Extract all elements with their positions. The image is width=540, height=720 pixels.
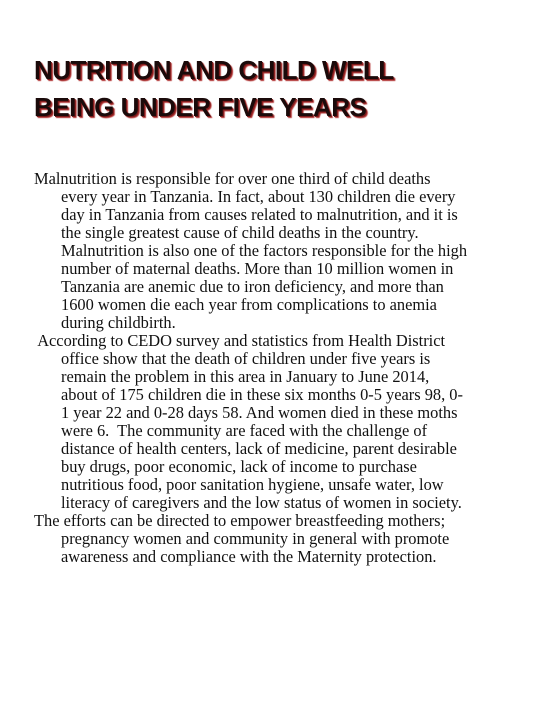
text-line: Malnutrition is also one of the factors responsible for the high [61, 241, 468, 260]
text-line: awareness and compliance with the Maternity protection. [61, 547, 437, 566]
text-line: nutritious food, poor sanitation hygiene, unsafe water, low [61, 475, 444, 494]
text-line: The efforts can be directed to empower breastfeeding mothers; [34, 511, 446, 530]
slide-title [34, 52, 514, 126]
paragraph-efforts [34, 512, 520, 566]
text-line: day in Tanzania from causes related to malnutrition, and it is [61, 205, 458, 224]
text-line: were 6. The community are faced with the challenge of [61, 421, 428, 440]
paragraph-cedo-survey [34, 332, 520, 512]
text-line: According to CEDO survey and statistics from Health District [34, 331, 446, 350]
text-line: literacy of caregivers and the low status of women in society. [61, 493, 462, 512]
text-line: every year in Tanzania. In fact, about 130 children die every [61, 187, 456, 206]
text-line: Malnutrition is responsible for over one third of child deaths [34, 169, 431, 188]
text-line: buy drugs, poor economic, lack of income to purchase [61, 457, 417, 476]
text-line: during childbirth. [61, 313, 176, 332]
text-line: 1 year 22 and 0-28 days 58. And women died in these moths [61, 403, 458, 422]
text-line: office show that the death of children under five years is [61, 349, 431, 368]
text-line: 1600 women die each year from complications to anemia [61, 295, 437, 314]
title-line: NUTRITION AND CHILD WELL [34, 55, 394, 85]
text-line: about of 175 children die in these six months 0-5 years 98, 0- [61, 385, 463, 404]
slide-body [34, 170, 520, 566]
text-line: remain the problem in this area in January to June 2014, [61, 367, 430, 386]
text-line: distance of health centers, lack of medicine, parent desirable [61, 439, 457, 458]
title-line: BEING UNDER FIVE YEARS [34, 92, 367, 122]
text-line: pregnancy women and community in general with promote [61, 529, 450, 548]
text-line: number of maternal deaths. More than 10 million women in [61, 259, 454, 278]
paragraph-malnutrition [34, 170, 520, 332]
text-line: the single greatest cause of child deaths in the country. [61, 223, 419, 242]
text-line: Tanzania are anemic due to iron deficiency, and more than [61, 277, 444, 296]
